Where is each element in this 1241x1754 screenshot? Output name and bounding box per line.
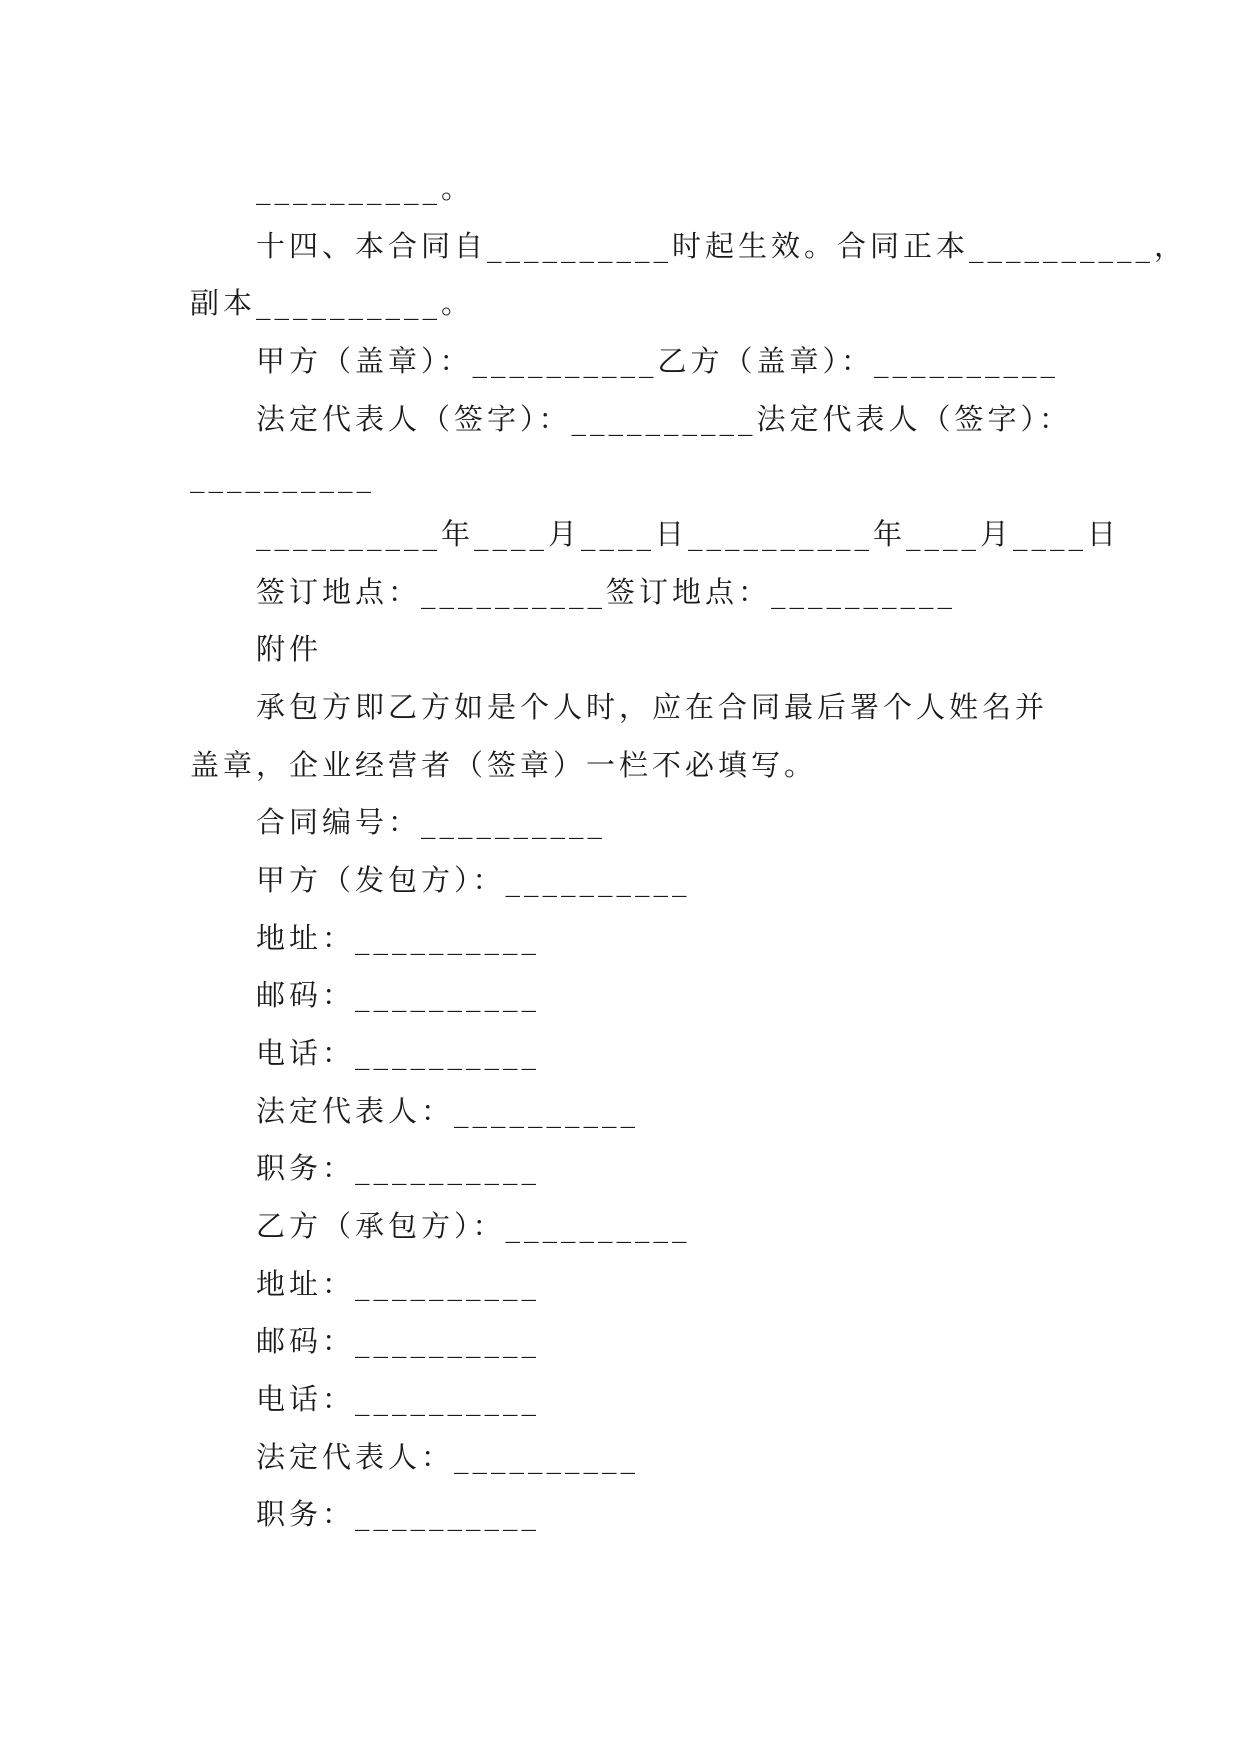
clause-14-copies: 副本__________。 xyxy=(190,286,475,320)
legal-rep-sign-blank: __________ xyxy=(190,459,375,493)
party-seals-line: 甲方（盖章）：__________乙方（盖章）：__________ xyxy=(256,344,1060,378)
party-b-position-field: 职务：__________ xyxy=(256,1497,541,1531)
party-b-field: 乙方（承包方）：__________ xyxy=(256,1209,691,1243)
appendix-note-1: 承包方即乙方如是个人时，应在合同最后署个人姓名并 xyxy=(256,690,1049,724)
party-a-postcode-field: 邮码：__________ xyxy=(256,978,541,1012)
legal-rep-sign-line: 法定代表人（签字）：__________法定代表人（签字）： xyxy=(256,402,1073,436)
party-b-phone-field: 电话：__________ xyxy=(256,1382,541,1416)
party-a-position-field: 职务：__________ xyxy=(256,1151,541,1185)
party-b-address-field: 地址：__________ xyxy=(256,1267,541,1301)
signing-place-line: 签订地点：__________签订地点：__________ xyxy=(256,575,957,609)
contract-number-field: 合同编号：__________ xyxy=(256,805,607,839)
text-line-1: __________。 xyxy=(256,171,475,205)
appendix-note-2: 盖章，企业经营者（签章）一栏不必填写。 xyxy=(190,748,818,782)
party-a-phone-field: 电话：__________ xyxy=(256,1036,541,1070)
party-a-legal-rep-field: 法定代表人：__________ xyxy=(256,1094,640,1128)
party-a-field: 甲方（发包方）：__________ xyxy=(256,863,691,897)
party-a-address-field: 地址：__________ xyxy=(256,921,541,955)
date-line: __________年____月____日__________年____月____日 xyxy=(256,517,1121,551)
clause-14-effective: 十四、本合同自__________时起生效。合同正本__________， xyxy=(256,229,1188,263)
appendix-heading: 附件 xyxy=(256,632,323,666)
party-b-postcode-field: 邮码：__________ xyxy=(256,1324,541,1358)
party-b-legal-rep-field: 法定代表人：__________ xyxy=(256,1440,640,1474)
